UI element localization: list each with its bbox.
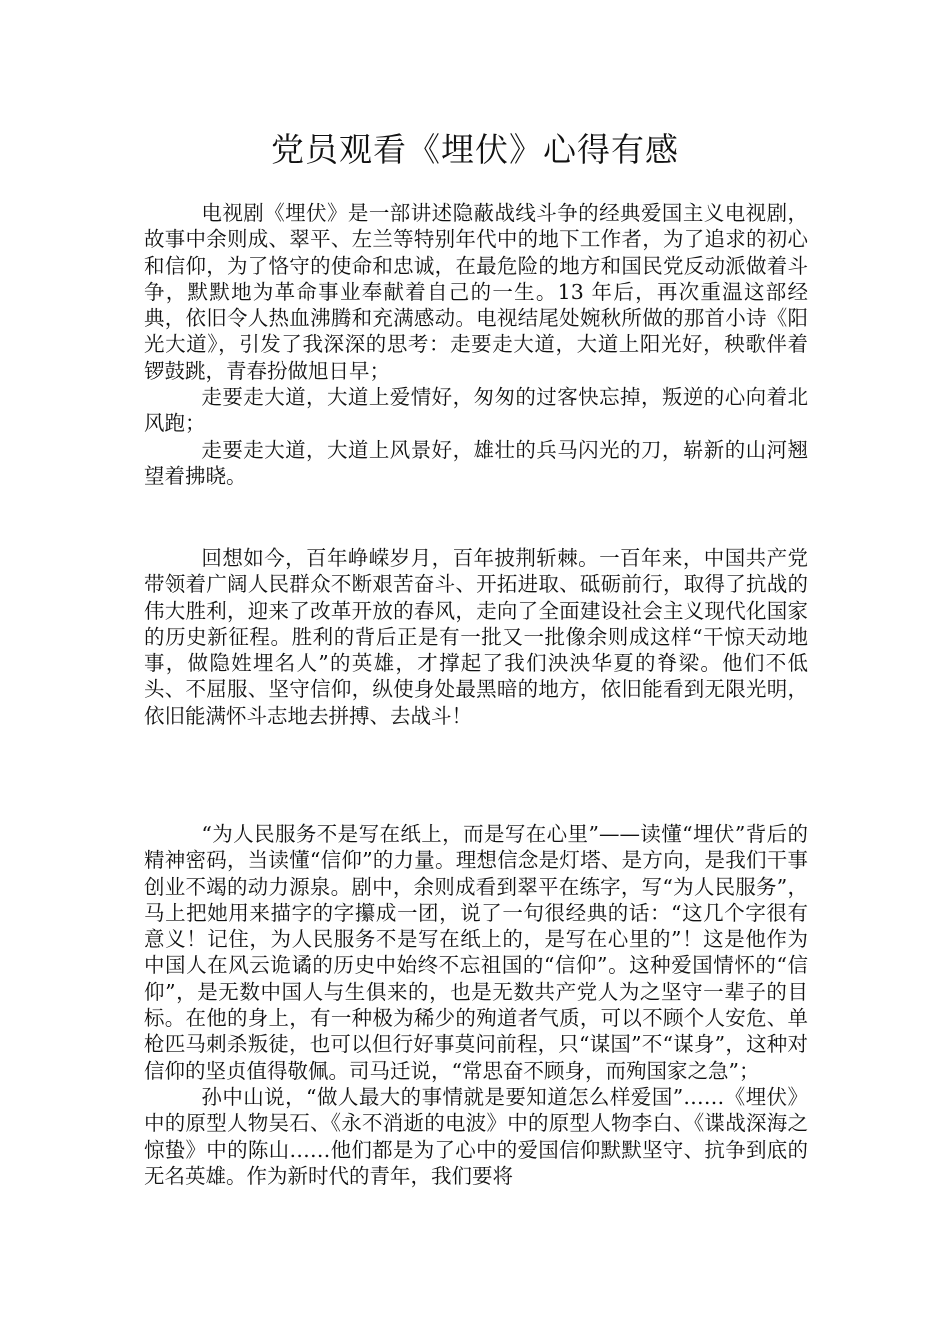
paragraph-poem-line-2: 走要走大道，大道上爱情好，匆匆的过客快忘掉，叛逆的心向着北风跑； xyxy=(144,385,808,436)
reflection-section xyxy=(144,545,808,729)
paragraph-poem-line-3: 走要走大道，大道上风景好，雄壮的兵马闪光的刀，崭新的山河翘望着拂晓。 xyxy=(144,437,808,488)
paragraph-patriotism: 孙中山说，“做人最大的事情就是要知道怎么样爱国”……《埋伏》中的原型人物吴石、《永不消逝的电波》中的原型人物李白、《谍战深海之惊蛰》中的陈山……他们都是为了心中的爱国信仰默默坚守、抗争到底的无名英雄。作为新时代的青年，我们要将 xyxy=(144,1084,808,1188)
faith-section xyxy=(144,821,808,1189)
paragraph-reflection: 回想如今，百年峥嵘岁月，百年披荆斩棘。一百年来，中国共产党带领着广阔人民群众不断艰苦奋斗、开拓进取、砥砺前行，取得了抗战的伟大胜利，迎来了改革开放的春风，走向了全面建设社会主义现代化国家的历史新征程。胜利的背后正是有一批又一批像余则成这样“干惊天动地事，做隐姓埋名人”的英雄，才撑起了我们泱泱华夏的脊梁。他们不低头、不屈服、坚守信仰，纵使身处最黑暗的地方，依旧能看到无限光明，依旧能满怀斗志地去拼搏、去战斗！ xyxy=(144,546,808,728)
paragraph-faith: “为人民服务不是写在纸上，而是写在心里”——读懂“埋伏”背后的精神密码，当读懂“信仰”的力量。理想信念是灯塔、是方向，是我们干事创业不竭的动力源泉。剧中，余则成看到翠平在练字，写“为人民服务”，马上把她用来描字的字攥成一团，说了一句很经典的话：“这几个字很有意义！记住，为人民服务不是写在纸上的，是写在心里的”！这是他作为中国人在风云诡谲的历史中始终不忘祖国的“信仰”。这种爱国情怀的“信仰”，是无数中国人与生俱来的，也是无数共产党人为之坚守一辈子的目标。在他的身上，有一种极为稀少的殉道者气质，可以不顾个人安危、单枪匹马刺杀叛徒，也可以但行好事莫问前程，只“谋国”不“谋身”，这种对信仰的坚贞值得敬佩。司马迁说，“常思奋不顾身，而殉国家之急”； xyxy=(144,822,808,1083)
paragraph-intro: 电视剧《埋伏》是一部讲述隐蔽战线斗争的经典爱国主义电视剧，故事中余则成、翠平、左兰等特别年代中的地下工作者，为了追求的初心和信仰，为了恪守的使命和忠诚，在最危险的地方和国民党反动派做着斗争，默默地为革命事业奉献着自己的一生。13 年后，再次重温这部经典，依旧令人热血沸腾和充满感动。电视结尾处婉秋所做的那首小诗《阳光大道》，引发了我深深的思考：走要走大道，大道上阳光好，秧歌伴着锣鼓跳，青春扮做旭日早； xyxy=(144,201,808,383)
document-title: 党员观看《埋伏》心得有感 xyxy=(271,130,679,169)
intro-section xyxy=(144,200,808,489)
